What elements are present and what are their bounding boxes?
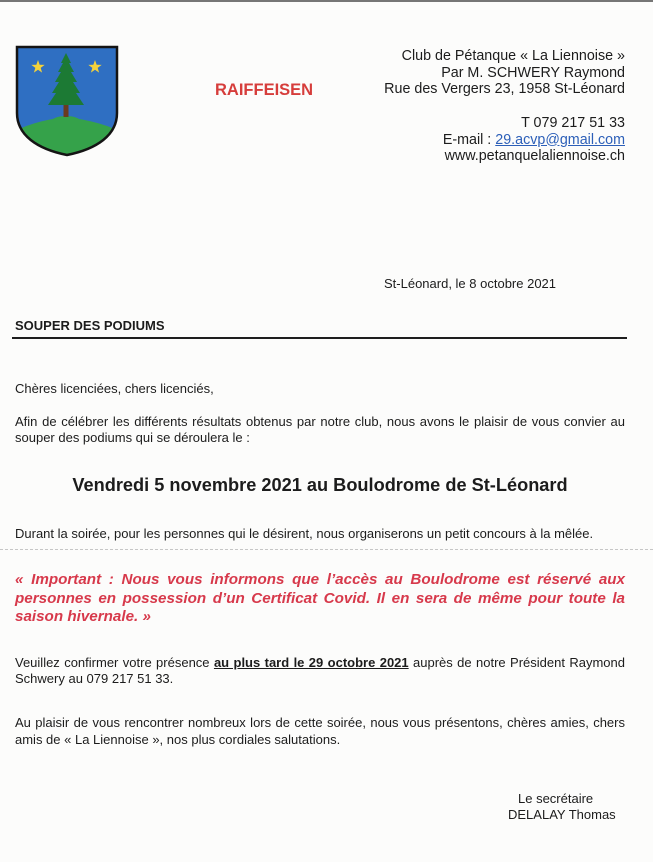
- confirm-deadline: au plus tard le 29 octobre 2021: [213, 655, 409, 670]
- scan-top-edge: [0, 0, 653, 2]
- club-address-block: [384, 48, 625, 165]
- tree-trunk: [64, 105, 69, 117]
- coat-of-arms-icon: [15, 45, 119, 157]
- confirm-text-start: Veuillez confirmer votre présence: [15, 655, 214, 670]
- signature-name: DELALAY Thomas: [508, 807, 616, 822]
- club-street: Rue des Vergers 23, 1958 St-Léonard: [384, 81, 625, 98]
- contest-paragraph: Durant la soirée, pour les personnes qui le désirent, nous organiserons un petit concours à la mêlée.: [15, 526, 594, 541]
- club-phone: T 079 217 51 33: [521, 114, 625, 131]
- subject-rule: [12, 337, 627, 339]
- club-name: Club de Pétanque « La Liennoise »: [401, 48, 625, 64]
- signature-role: Le secrétaire: [518, 791, 594, 806]
- important-notice: « Important : Nous vous informons que l’accès au Boulodrome est réservé aux personnes en possession d’un Certificat Covid. Il en sera de même pour toute la saison hivernale. »: [15, 571, 625, 625]
- date-line: St-Léonard, le 8 octobre 2021: [384, 276, 557, 291]
- confirm-text-end: auprès de notre Président Raymond Schwery au 079 217 51 33.: [15, 655, 625, 686]
- club-website: www.petanquelaliennoise.ch: [444, 148, 625, 165]
- closing-paragraph: Au plaisir de vous rencontrer nombreux lors de cette soirée, nous vous présentons, chères amies, chers amis de « La Liennoise », nos plus cordiales salutations.: [15, 715, 625, 747]
- event-heading: Vendredi 5 novembre 2021 au Boulodrome de St-Léonard: [72, 475, 568, 495]
- intro-paragraph: Afin de célébrer les différents résultats obtenus par notre club, nous avons le plaisir de vous convier au souper des podiums qui se déroulera le :: [15, 414, 625, 445]
- raiffeisen-logo: RAIFFEISEN: [215, 81, 314, 99]
- scan-fold-line: [0, 549, 653, 550]
- email-label: E-mail :: [442, 131, 496, 148]
- email-link[interactable]: 29.acvp@gmail.com: [495, 131, 625, 148]
- greeting: Chères licenciées, chers licenciés,: [15, 381, 214, 396]
- club-email-row: [384, 132, 625, 149]
- club-contact: Par M. SCHWERY Raymond: [441, 64, 625, 81]
- confirmation-paragraph: [15, 655, 625, 687]
- subject-heading: SOUPER DES PODIUMS: [15, 318, 165, 333]
